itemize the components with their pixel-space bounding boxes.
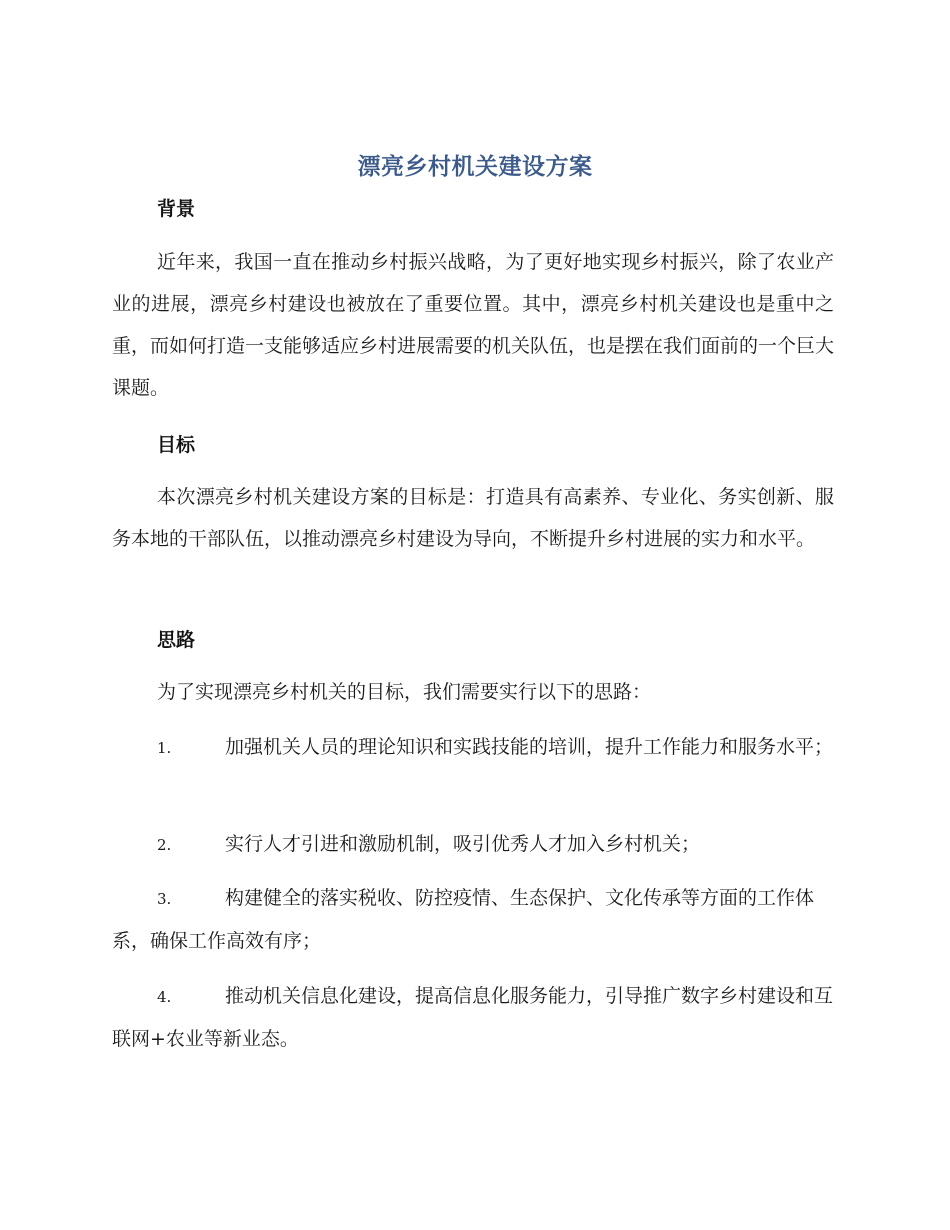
list-item-number: 3. — [157, 890, 172, 908]
list-item-number: 4. — [157, 988, 172, 1006]
list-item-number: 1. — [157, 739, 172, 757]
paragraph-goal: 本次漂亮乡村机关建设方案的目标是：打造具有高素养、专业化、务实创新、服务本地的干部队伍，以推动漂亮乡村建设为导向，不断提升乡村进展的实力和水平。 — [112, 486, 834, 550]
list-item — [112, 823, 834, 866]
list-item — [112, 975, 834, 1060]
section-heading-approach: 思路 — [157, 629, 196, 651]
paragraph-approach-intro: 为了实现漂亮乡村机关的目标，我们需要实行以下的思路： — [157, 681, 652, 703]
list-item-text: 加强机关人员的理论知识和实践技能的培训，提升工作能力和服务水平； — [225, 736, 834, 758]
list-item — [112, 726, 834, 769]
list-item-text: 实行人才引进和激励机制，吸引优秀人才加入乡村机关； — [225, 833, 701, 855]
list-item-text: 推动机关信息化建设，提高信息化服务能力，引导推广数字乡村建设和互联网+农业等新业态。 — [112, 985, 834, 1050]
section-heading-goal: 目标 — [157, 434, 196, 456]
list-item — [112, 877, 834, 962]
paragraph-background: 近年来，我国一直在推动乡村振兴战略，为了更好地实现乡村振兴，除了农业产业的进展，漂亮乡村建设也被放在了重要位置。其中，漂亮乡村机关建设也是重中之重，而如何打造一支能够适应乡村进展需要的机关队伍，也是摆在我们面前的一个巨大课题。 — [112, 251, 835, 399]
list-item-text: 构建健全的落实税收、防控疫情、生态保护、文化传承等方面的工作体系，确保工作高效有序； — [112, 887, 815, 952]
document-title: 漂亮乡村机关建设方案 — [357, 154, 593, 180]
list-item-number: 2. — [157, 836, 172, 854]
section-heading-background: 背景 — [157, 198, 196, 220]
